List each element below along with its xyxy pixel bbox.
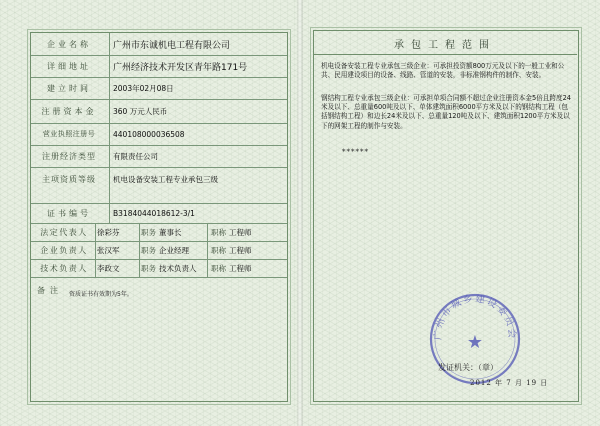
row-enterprise-head	[31, 241, 287, 260]
label-post: 职务	[141, 227, 156, 237]
value-economic-type: 有限责任公司	[113, 151, 158, 161]
value-title-head: 工程师	[229, 245, 252, 255]
value-legal-representative: 徐彩芬	[97, 227, 120, 237]
center-fold	[297, 0, 303, 426]
row-established	[31, 77, 287, 100]
row-address	[31, 55, 287, 78]
value-post-tech: 技术负责人	[159, 263, 197, 273]
end-marker: ******	[342, 148, 369, 156]
label-established: 建立时间	[47, 83, 91, 93]
row-company-name	[31, 33, 287, 56]
label-registered-capital: 注册资本金	[41, 106, 97, 116]
row-registered-capital	[31, 99, 287, 124]
value-established: 2003年02月08日	[113, 83, 174, 93]
value-license-number: 440108000036508	[113, 129, 185, 139]
official-seal	[426, 290, 524, 388]
label-enterprise-head: 企业负责人	[40, 245, 88, 255]
row-qualification-level	[31, 167, 287, 204]
issue-date: 2012 年 7 月 19 日	[470, 379, 549, 387]
value-post-head: 企业经理	[159, 245, 189, 255]
label-license-number: 营业执照注册号	[42, 130, 96, 138]
row-certificate-number	[31, 203, 287, 224]
label-economic-type: 注册经济类型	[42, 151, 96, 161]
value-qualification-level: 机电设备安装工程专业承包三级	[113, 175, 218, 184]
value-certificate-number: B3184044018612-3/1	[113, 208, 195, 218]
value-title-tech: 工程师	[229, 263, 252, 273]
remarks-block	[31, 277, 287, 401]
value-enterprise-head: 张汉军	[97, 245, 120, 255]
label-address: 详细地址	[47, 61, 91, 71]
svg-text:★: ★	[466, 332, 484, 353]
label-title: 职称	[211, 245, 226, 255]
value-address: 广州经济技术开发区青年路171号	[113, 62, 248, 73]
issuing-authority: 发证机关：（章）	[438, 363, 498, 372]
label-post: 职务	[141, 245, 156, 255]
left-info-table	[30, 32, 288, 402]
label-title: 职称	[211, 263, 226, 273]
row-license-number	[31, 123, 287, 146]
value-post-legal: 董事长	[159, 227, 182, 237]
scope-paragraph-steel-structure: 钢结构工程专业承包三级企业：可承担单项合同额不超过企业注册资本金5倍且跨度24米及以下、总重量600吨及以下、单体建筑面积6000平方米及以下的钢结构工程（包括钢结构工程）和边长24米及以下、总重量120吨及以下、建筑面积1200平方米及以下的网架工程的制作与安装。	[321, 94, 571, 130]
label-post: 职务	[141, 263, 156, 273]
row-legal-representative	[31, 223, 287, 242]
label-company-name: 企业名称	[47, 39, 91, 49]
value-technical-head: 李政文	[97, 263, 120, 273]
label-qualification-level: 主项资质等级	[42, 175, 96, 184]
row-economic-type	[31, 145, 287, 168]
label-title: 职称	[211, 227, 226, 237]
svg-text:广州市城乡建设委员会: 广州市城乡建设委员会	[432, 293, 518, 341]
title-divider	[313, 54, 577, 55]
row-technical-head	[31, 259, 287, 278]
label-legal-representative: 法定代表人	[40, 227, 88, 237]
value-registered-capital: 360 万元人民币	[113, 106, 168, 116]
label-certificate-number: 证书编号	[47, 208, 91, 218]
value-title-legal: 工程师	[229, 227, 252, 237]
scope-title: 承包工程范围	[394, 40, 496, 51]
label-technical-head: 技术负责人	[40, 263, 88, 273]
seal-stamp-icon	[426, 290, 524, 388]
label-remarks: 备注	[37, 286, 63, 295]
value-company-name: 广州市东诚机电工程有限公司	[113, 40, 231, 51]
scope-paragraph-electromechanical: 机电设备安装工程专业承包三级企业：可承担投资额800万元及以下的一般工业和公共、民用建设项目的设备、线路、管道的安装，非标准钢构件的制作、安装。	[321, 62, 565, 80]
value-remarks: 资质证书有效期为5年。	[69, 291, 133, 298]
